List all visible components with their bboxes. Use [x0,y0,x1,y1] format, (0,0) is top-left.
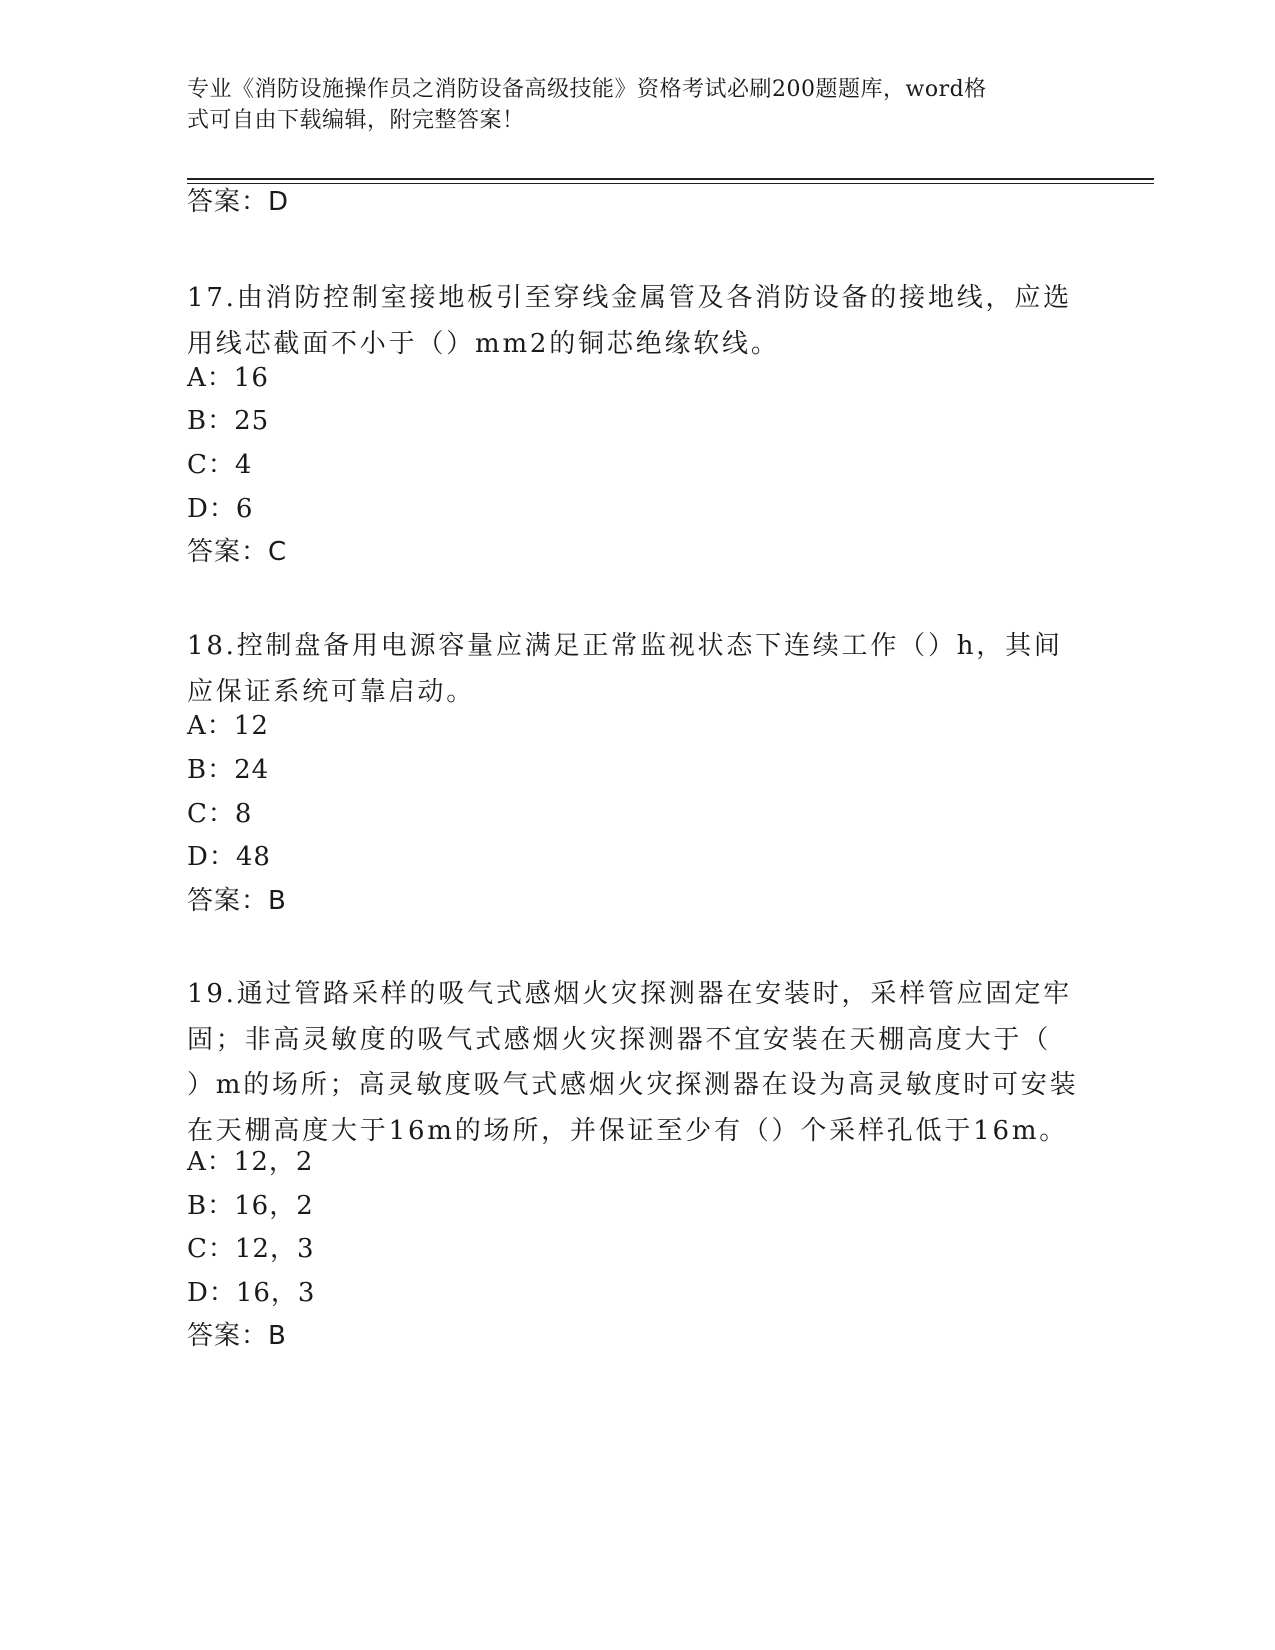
question-19-option-a: A：12，2 [187,1147,314,1177]
question-17-option-a: A：16 [187,363,269,393]
question-19-option-d: D：16，3 [187,1278,316,1308]
question-17-text: 17.由消防控制室接地板引至穿线金属管及各消防设备的接地线，应选 用线芯截面不小于（）mm2的铜芯绝缘软线。 [187,283,1072,359]
document-header: 专业《消防设施操作员之消防设备高级技能》资格考试必刷200题题库，word格 式可自由下载编辑，附完整答案！ [187,77,987,133]
header-divider-thin [187,183,1154,184]
question-18-option-a: A：12 [187,711,269,741]
question-18-option-d: D：48 [187,842,271,872]
header-divider-thick [187,178,1154,180]
question-17-option-d: D：6 [187,494,254,524]
question-17-answer: 答案：C [187,537,288,567]
question-17-option-b: B：25 [187,406,270,436]
question-18-text: 18.控制盘备用电源容量应满足正常监视状态下连续工作（）h，其间 应保证系统可靠启动。 [187,631,1063,707]
question-17-option-c: C：4 [187,450,253,480]
question-18-option-c: C：8 [187,799,253,829]
question-18-answer: 答案：B [187,886,287,916]
question-18-option-b: B：24 [187,755,270,785]
previous-answer: 答案：D [187,187,290,217]
question-19-answer: 答案：B [187,1321,287,1351]
question-19-option-c: C：12，3 [187,1234,315,1264]
question-19-text: 19.通过管路采样的吸气式感烟火灾探测器在安装时，采样管应固定牢 固；非高灵敏度的吸气式感烟火灾探测器不宜安装在天棚高度大于（ ）m的场所；高灵敏度吸气式感烟火灾探测器在设为高灵敏度时可安装 在天棚高度大于16m的场所，并保证至少有（）个采样孔低于16m。 [187,979,1079,1146]
question-19-option-b: B：16，2 [187,1191,314,1221]
